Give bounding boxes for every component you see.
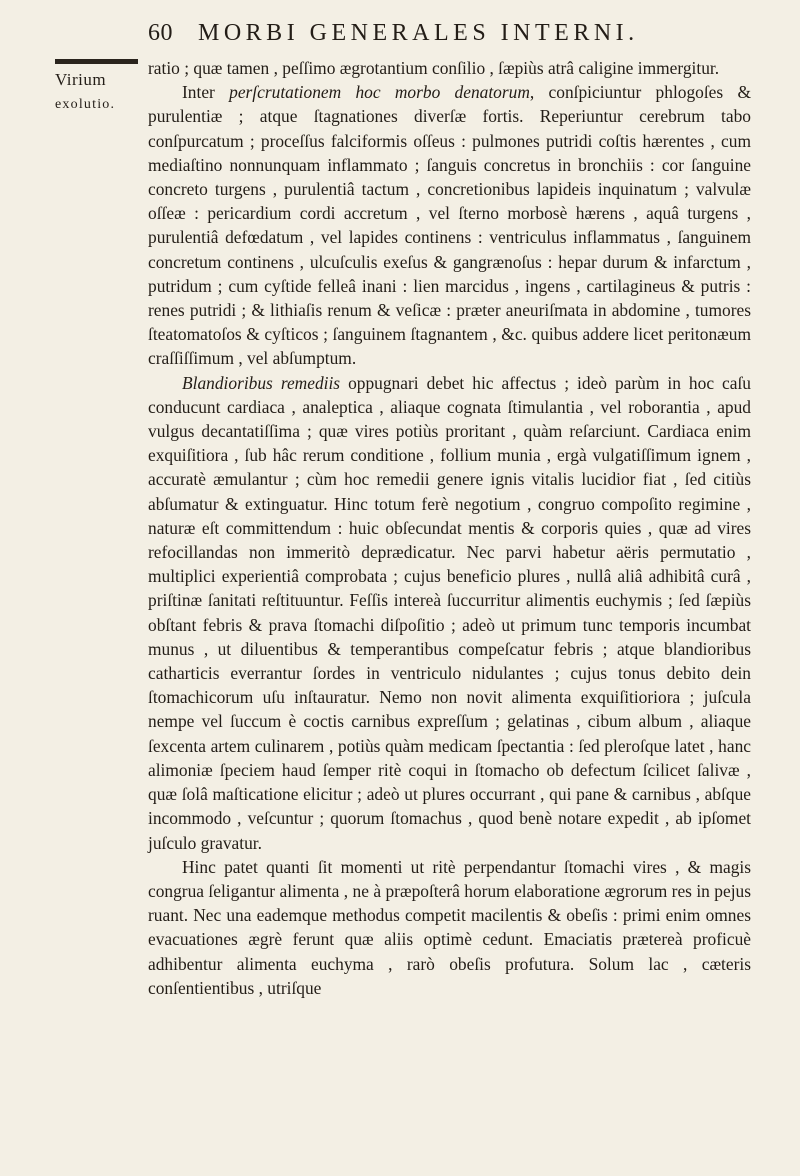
text-run: Hinc patet quanti ſit momenti ut ritè perpendantur ſtomachi vires , & magis congrua ſeligantur alimenta , ne à præpoſterâ horum elaboratione ægrorum res in pejus ruant. Nec una eademque methodus competit macilentis & obeſis : primi enim omnes evacuationes ægrè ferunt quæ aliis optimè cedunt. Emaciatis prætereà proficuè adhibentur alimenta euchyma , rarò obeſis profutura. Solum lac , cæteris conſentientibus , utriſque — [148, 856, 751, 998]
margin-note-line: Virium — [55, 70, 107, 89]
paragraph — [148, 855, 751, 1000]
italic-phrase: perſcrutationem hoc morbo denatorum — [229, 82, 530, 103]
margin-note — [55, 67, 145, 117]
running-title: MORBI GENERALES INTERNI. — [198, 20, 639, 46]
margin-rule — [55, 59, 138, 64]
text-run: , conſpiciuntur phlogoſes & purulentiæ ; atque ſtagnationes diverſæ fortis. Reperiuntur cerebrum tabo conſpurcatum ; proceſſus falciformis oſſeus : pulmones putridi coſtis hærentes , cum mediaſtino nonnunquam inflammato ; ſanguis concretus in bronchiis : cor ſanguine concreto turgens , purulentiâ tactum , concretionibus lapideis inquinatum ; valvulæ oſſeæ : pericardium cordi accretum , vel ſterno morbosè hærens , aquâ turgens , purulentiâ defœdatum , vel lapides continens : ventriculus inflammatus , ſanguinem concretum continens , ulcuſculis exeſus & gangrænoſus : hepar durum & infarctum , putridum ; cum cyſtide felleâ inani : lien marcidus , ingens , cartilagineus & putris : renes putridi ; & lithiaſis renum & veſicæ : præter aneuriſmata in abdomine , tumores ſteatomatoſos & cyſticos ; ſanguinem ſtagnantem , &c. quibus addere licet peritonæum craſſiſſimum , vel abſumptum. — [148, 82, 751, 369]
text-run: ratio ; quæ tamen , peſſimo ægrotantium conſilio , ſæpiùs atrâ caligine immergitur. — [148, 58, 720, 78]
paragraph — [148, 371, 751, 855]
running-head — [148, 20, 748, 56]
body-text — [148, 56, 751, 1000]
paragraph — [148, 56, 751, 80]
text-run: oppugnari debet hic affectus ; ideò parùm in hoc caſu conducunt cardiaca , analeptica , aliaque cognata ſtimulantia , vel roborantia , apud vulgus decantatiſſima ; quæ vires potiùs proritant , quàm reſarciunt. Cardiaca enim exquiſitiora , ſub hâc rerum conditione , follium munia , ergà vulgatiſſimum ignem , accuratè æmulantur ; cùm hoc remedii genere ignis vitalis lucidior fiat , ſed citiùs abſumatur & extinguatur. Hinc totum ferè negotium , congruo compoſito regimine , naturæ eſt committendum : huic obſecundat mentis & corporis quies , quæ ad vires refocillandas non immeritò deprædicatur. Nec parvi habetur aëris permutatio , multiplici experientiâ comprobata ; cujus beneficio plures , nullâ aliâ adhibitâ curâ , priſtinæ ſanitati reſtituuntur. Feſſis intereà ſuccurritur alimentis euchymis ; ſed ſæpiùs obſtant febris & prava ſtomachi diſpoſitio ; adeò ut primum tunc temporis incumbat munus , ut diluentibus & temperantibus compeſcatur febris ; atque blandioribus catharticis everrantur ſordes in ventriculo nidulantes ; cujus tonus debito dein ſtomachicorum uſu inſtauratur. Nemo non novit alimenta exquiſitioriora ; juſcula nempe vel ſuccum è coctis carnibus expreſſum ; gelatinas , cibum album , aliaque ſexcenta artem culinarem , potiùs quàm medicam ſpectantia : ſed pleroſque latet , hanc alimoniæ ſpeciem haud ſemper ritè coqui in ſtomacho ob defectum ſcilicet ſalivæ , quæ ſolâ maſticatione elicitur ; adeò ut plures occurrant , qui pane & carnibus , abſque incommodo , veſcuntur ; quorum ſtomachus , quod benè notare expedit , ab ipſomet juſculo gravatur. — [148, 372, 752, 853]
margin-note-line: exolutio. — [55, 97, 116, 112]
italic-phrase: Blandioribus remediis — [182, 372, 341, 393]
paragraph — [148, 80, 751, 370]
page-number: 60 — [148, 20, 173, 46]
text-run: Inter — [182, 82, 230, 103]
